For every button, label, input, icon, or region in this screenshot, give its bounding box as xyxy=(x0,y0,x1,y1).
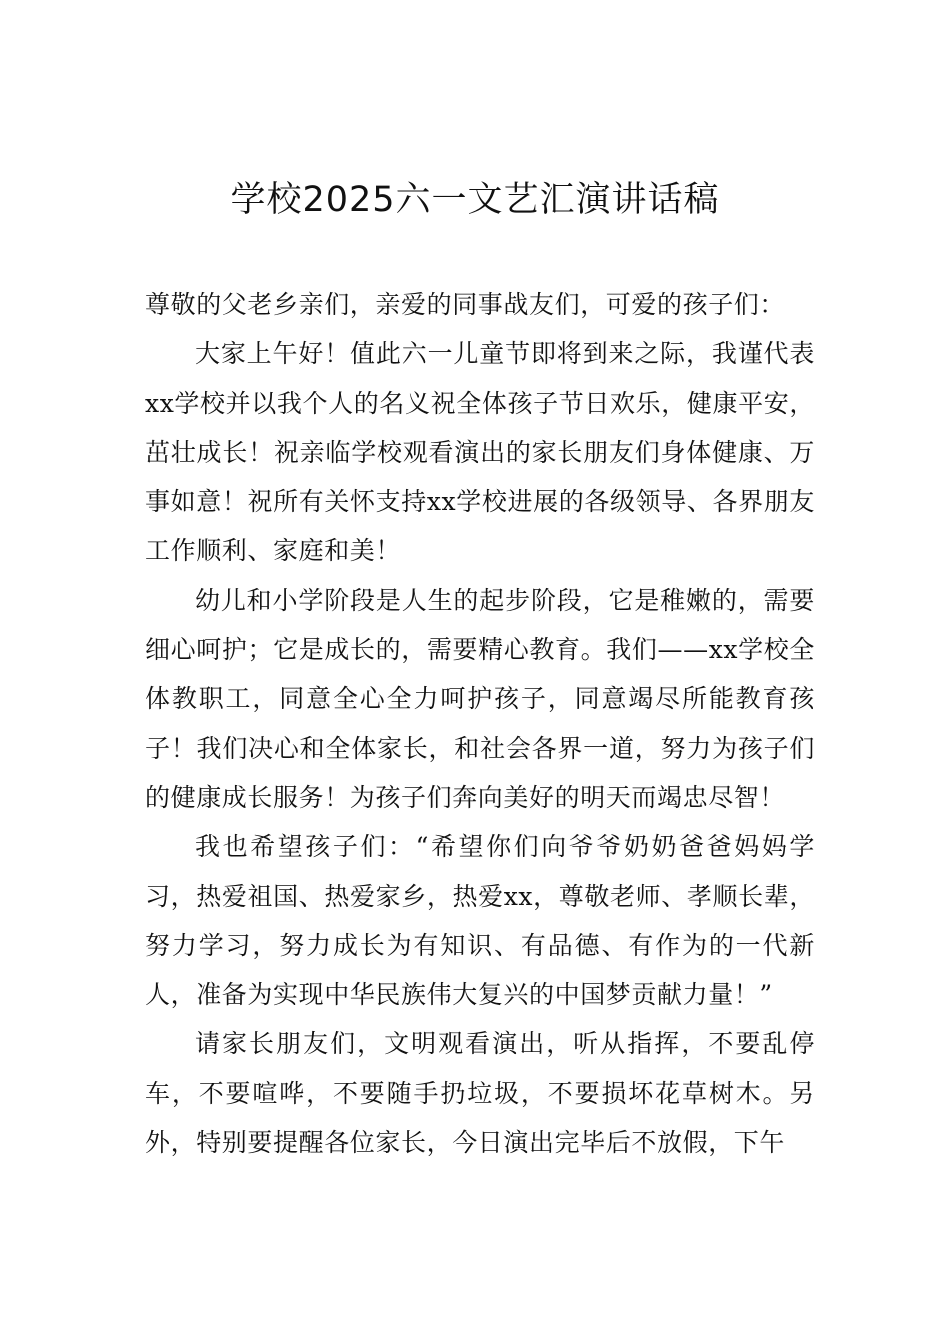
document-body xyxy=(145,280,815,1167)
paragraph-education: 幼儿和小学阶段是人生的起步阶段，它是稚嫩的，需要细心呵护；它是成长的，需要精心教育。我们——xx学校全体教职工，同意全心全力呵护孩子，同意竭尽所能教育孩子！我们决心和全体家长，和社会各界一道，努力为孩子们的健康成长服务！为孩子们奔向美好的明天而竭忠尽智！ xyxy=(145,585,815,812)
document-title: 学校2025六一文艺汇演讲话稿 xyxy=(230,180,720,220)
paragraph-reminder: 请家长朋友们，文明观看演出，听从指挥，不要乱停车，不要喧哗，不要随手扔垃圾，不要损坏花草树木。另外，特别要提醒各位家长，今日演出完毕后不放假，下午 xyxy=(145,1029,815,1158)
paragraph-hope: 我也希望孩子们：“希望你们向爷爷奶奶爸爸妈妈学习，热爱祖国、热爱家乡，热爱xx，尊敬老师、孝顺长辈，努力学习，努力成长为有知识、有品德、有作为的一代新人，准备为实现中华民族伟大复兴的中国梦贡献力量！” xyxy=(145,832,815,1010)
salutation: 尊敬的父老乡亲们，亲爱的同事战友们，可爱的孩子们： xyxy=(145,290,786,319)
paragraph-greeting: 大家上午好！值此六一儿童节即将到来之际，我谨代表xx学校并以我个人的名义祝全体孩子节日欢乐，健康平安，茁壮成长！祝亲临学校观看演出的家长朋友们身体健康、万事如意！祝所有关怀支持xx学校进展的各级领导、各界朋友工作顺利、家庭和美！ xyxy=(145,339,815,566)
